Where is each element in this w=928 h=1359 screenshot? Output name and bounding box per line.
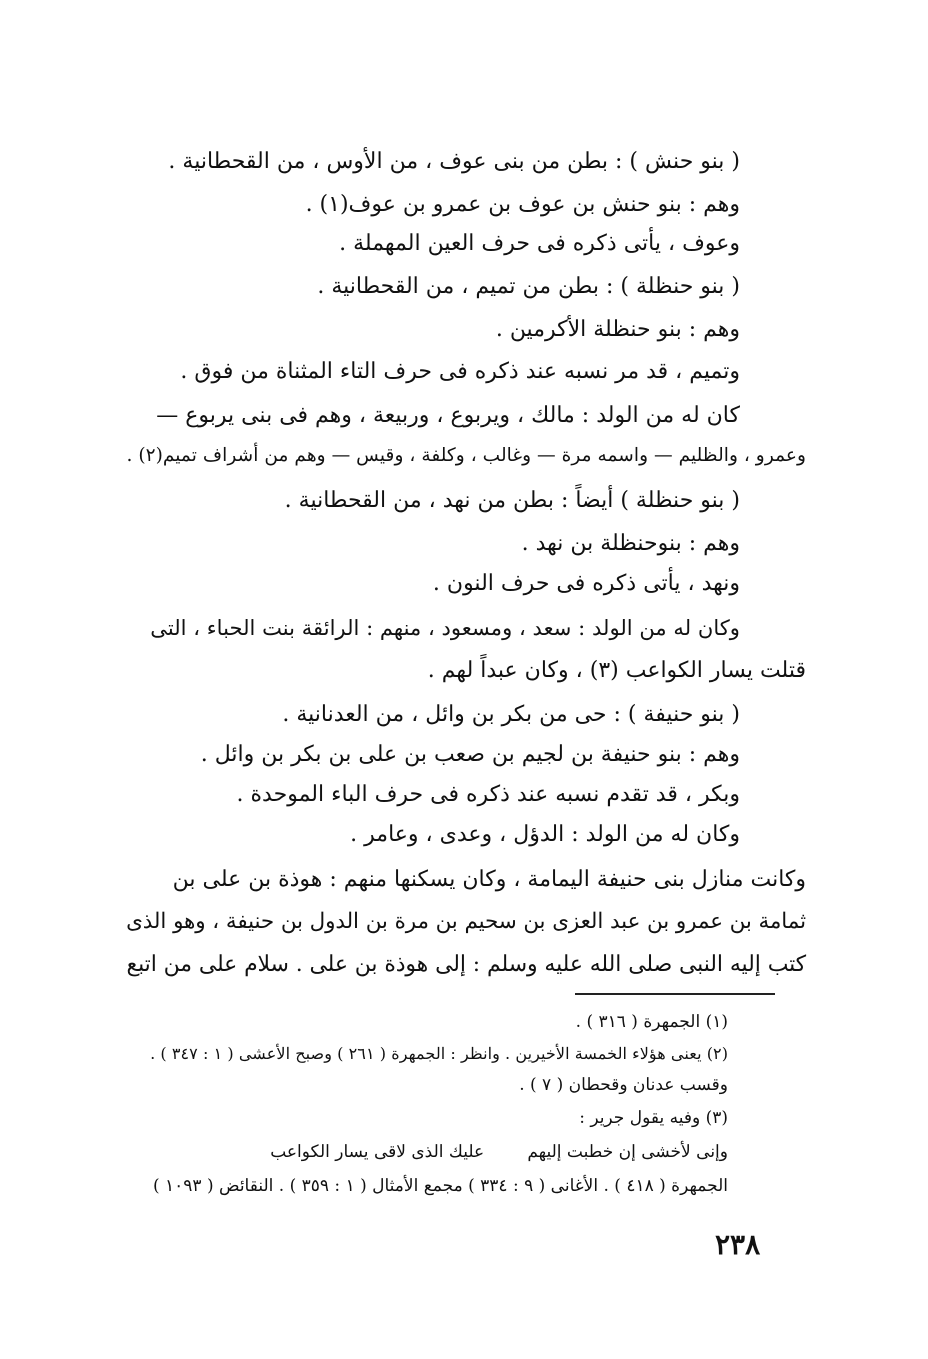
footnote-verse: وإنى لأخشى إن خطبت إليهم عليك الذى لاقى يسار الكواعب (270, 1142, 728, 1162)
footnote: وقسب عدنان وقحطان ( ٧ ) . (519, 1075, 728, 1095)
body-line: وهم : بنو حنيفة بن لجيم بن صعب بن على بن بكر بن وائل . (200, 742, 740, 767)
body-line: ثمامة بن عمرو بن عبد العزى بن سحيم بن مرة بن الدول بن حنيفة ، وهو الذى (126, 909, 806, 934)
footnote: (١) الجمهرة ( ٣١٦ ) . (575, 1012, 728, 1032)
body-line: ونهد ، يأتى ذكره فى حرف النون . (432, 571, 740, 596)
body-line: وتميم ، قد مر نسبه عند ذكره فى حرف التاء المثناة من فوق . (180, 359, 740, 384)
body-line: ( بنو حنظلة ) أيضاً : بطن من نهد ، من القحطانية . (284, 488, 740, 513)
footnote: (٣) وفيه يقول جرير : (579, 1108, 728, 1128)
body-line: كان له من الولد : مالك ، ويربوع ، وربيعة ، وهم فى بنى يربوع — (156, 403, 740, 428)
body-line: وكان له من الولد : الدؤل ، وعدى ، وعامر . (350, 822, 740, 847)
body-line: وهم : بنو حنظلة الأكرمين . (495, 317, 740, 342)
body-line: وهم : بنو حنش بن عوف بن عمرو بن عوف(١) . (305, 192, 740, 217)
page-number: ٢٣٨ (715, 1228, 761, 1261)
body-line: وعوف ، يأتى ذكره فى حرف العين المهملة . (339, 231, 740, 256)
body-line: ( بنو حنظلة ) : بطن من تميم ، من القحطانية . (317, 274, 740, 299)
body-line: ( بنو حنش ) : بطن من بنى عوف ، من الأوس ، من القحطانية . (168, 149, 740, 174)
body-line: وكانت منازل بنى حنيفة اليمامة ، وكان يسكنها منهم : هوذة بن على بن (172, 867, 806, 892)
body-line: كتب إليه النبى صلى الله عليه وسلم : إلى هوذة بن على . سلام على من اتبع (126, 952, 806, 977)
body-line: وهم : بنوحنظلة بن نهد . (521, 531, 740, 556)
footnote: الجمهرة ( ٤١٨ ) . الأغانى ( ٩ : ٣٣٤ ) مجمع الأمثال ( ١ : ٣٥٩ ) . النقائض ( ١٠٩٣ ) (152, 1176, 728, 1196)
footnote: (٢) يعنى هؤلاء الخمسة الأخيرين . وانظر : الجمهرة ( ٢٦١ ) وصبح الأعشى ( ١ : ٣٤٧ ) . (150, 1044, 728, 1063)
body-line: وبكر ، قد تقدم نسبه عند ذكره فى حرف الباء الموحدة . (236, 782, 740, 807)
body-line: وكان له من الولد : سعد ، ومسعود ، منهم : الرائقة بنت الحباء ، التى (150, 615, 740, 640)
body-line: وعمرو ، والظليم — واسمه مرة — وغالب ، وكلفة ، وقيس — وهم من أشراف تميم(٢) . (126, 445, 806, 466)
footnote-separator (575, 993, 775, 995)
body-line: قتلت يسار الكواعب (٣) ، وكان عبداً لهم . (427, 658, 806, 683)
body-line: ( بنو حنيفة ) : حى من بكر بن وائل ، من العدنانية . (282, 702, 740, 727)
